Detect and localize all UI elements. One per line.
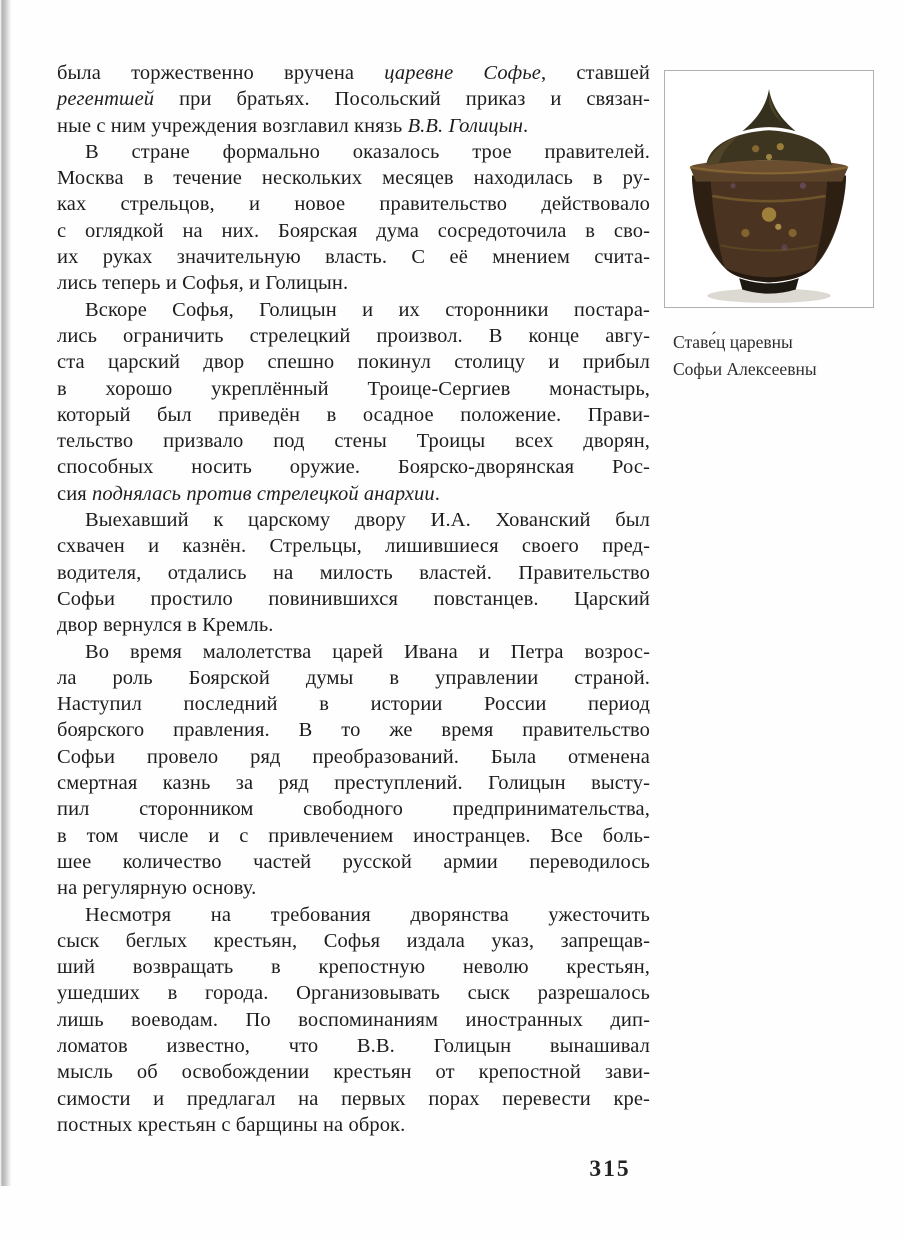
text-line: их руках значительную власть. С её мнением счита- xyxy=(57,246,650,269)
text-line: В стране формально оказалось трое правителей. xyxy=(85,140,650,163)
text-line: Во время малолетства царей Ивана и Петра возрос- xyxy=(85,640,650,663)
text-line: ках стрельцов, и новое правительство действовало xyxy=(57,193,650,216)
text-line: Вскоре Софья, Голицын и их сторонники постара- xyxy=(85,298,650,321)
text-line: с оглядкой на них. Боярская дума сосредоточила в сво- xyxy=(57,219,650,242)
text-line: Софьи простило повинившихся повстанцев. Царский xyxy=(57,587,650,610)
text-line: в том числе и с привлечением иностранцев. Все боль- xyxy=(57,824,650,847)
text-line: постных крестьян с барщины на оброк. xyxy=(57,1113,406,1136)
text-line: в хорошо укреплённый Троице-Сергиев монастырь, xyxy=(57,377,650,400)
text-line: сия поднялась против стрелецкой анархии. xyxy=(57,482,440,505)
text-line: ушедших в города. Организовывать сыск разрешалось xyxy=(57,982,650,1005)
text-line: Наступил последний в истории России период xyxy=(57,693,650,716)
text-line: смертная казнь за ряд преступлений. Голицын высту- xyxy=(57,772,650,795)
figure-frame xyxy=(664,70,874,308)
text-line: лишь воеводам. По воспоминаниям иностранных дип- xyxy=(57,1008,650,1031)
figure-caption-line2: Софьи Алексеевны xyxy=(673,359,817,379)
text-line: Несмотря на требования дворянства ужесточить xyxy=(85,903,650,926)
text-line: сыск беглых крестьян, Софья издала указ, запрещав- xyxy=(57,929,650,952)
text-line: боярского правления. В то же время правительство xyxy=(57,719,650,742)
figure-caption-line1: Ставе́ц царевны xyxy=(673,332,793,352)
text-line: пил сторонником свободного предпринимательства, xyxy=(57,798,650,821)
text-line: который был приведён в осадное положение. Прави- xyxy=(57,403,650,426)
text-line: симости и предлагал на первых порах перевести кре- xyxy=(57,1087,650,1110)
text-line: на регулярную основу. xyxy=(57,877,257,900)
text-line: шее количество частей русской армии переводилось xyxy=(57,850,650,873)
text-line: тельство призвало под стены Троицы всех дворян, xyxy=(57,430,650,453)
text-line: ла роль Боярской думы в управлении страной. xyxy=(57,666,650,689)
text-line: регентшей при братьях. Посольский приказ и связан- xyxy=(57,88,650,111)
figure xyxy=(664,70,874,383)
scan-shadow-left xyxy=(0,0,12,1186)
text-line: была торжественно вручена царевне Софье, ставшей xyxy=(57,62,650,84)
text-line: Москва в течение нескольких месяцев находилась в ру- xyxy=(57,167,650,190)
text-line: лись ограничить стрелецкий произвол. В конце авгу- xyxy=(57,324,650,347)
figure-caption xyxy=(664,329,874,383)
text-line: ные с ним учреждения возглавил князь В.В. Голицын. xyxy=(57,114,529,137)
text-line: водителя, отдались на милость властей. Правительство xyxy=(57,561,650,584)
text-line: мысль об освобождении крестьян от крепостной зави- xyxy=(57,1061,650,1084)
stavets-vessel-image xyxy=(671,83,867,307)
text-line: двор вернулся в Кремль. xyxy=(57,614,274,637)
text-line: Выехавший к царскому двору И.А. Хованский был xyxy=(85,509,650,532)
text-line: схвачен и казнён. Стрельцы, лишившиеся своего пред- xyxy=(57,535,650,558)
text-line: лись теперь и Софья, и Голицын. xyxy=(57,272,349,295)
text-line: Софьи провело ряд преобразований. Была отменена xyxy=(57,745,650,768)
text-line: ший возвращать в крепостную неволю крестьян, xyxy=(57,956,650,979)
page-number: 315 xyxy=(589,1156,631,1182)
text-line: способных носить оружие. Боярско-дворянская Рос- xyxy=(57,456,650,479)
text-line: ломатов известно, что В.В. Голицын вынашивал xyxy=(57,1034,650,1057)
body-text xyxy=(57,60,650,1138)
text-line: ста царский двор спешно покинул столицу и прибыл xyxy=(57,351,650,374)
